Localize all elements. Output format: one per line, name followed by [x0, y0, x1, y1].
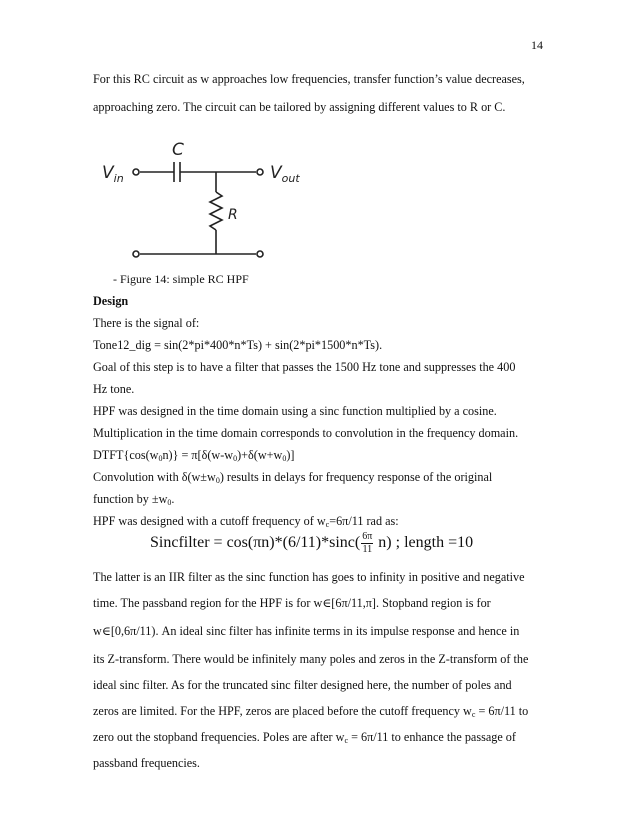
body-line-6: zeros are limited. For the HPF, zeros are placed before the cutoff frequency $w_c = 6\pi/11$ to — [93, 704, 529, 719]
intro-line-2: approaching zero. The circuit can be tailored by assigning different values to R or C. — [93, 100, 506, 114]
label-vin: $V_{in}$ — [102, 163, 124, 185]
fraction-6pi-over-11: $\frac{6\pi}{11}$ — [362, 531, 373, 555]
design-line-6: Multiplication in the time domain corresponds to convolution in the frequency domain. — [93, 426, 519, 440]
body-line-7: zero out the stopband frequencies. Poles are after $w_c = 6\pi/11$ to enhance the passage of — [93, 730, 516, 745]
body-line-8: passband frequencies. — [93, 756, 200, 770]
vin-terminal — [133, 169, 139, 175]
design-line-5: HPF was designed in the time domain using a sinc function multiplied by a cosine. — [93, 404, 497, 418]
vout-terminal — [257, 169, 263, 175]
label-r: R — [228, 207, 238, 223]
figure-caption: - Figure 14: simple RC HPF — [113, 272, 249, 286]
design-line-10: HPF was designed with a cutoff frequency of $w_c=6\pi/11$ rad as: — [93, 514, 399, 529]
label-c: C — [172, 140, 184, 160]
design-line-9: function by $\pm w_0$. — [93, 492, 175, 507]
design-line-1: There is the signal of: — [93, 316, 200, 330]
body-line-1: The latter is an IIR filter as the sinc function has goes to infinity in positive and negative — [93, 570, 525, 584]
design-line-4: Hz tone. — [93, 382, 135, 396]
rc-hpf-circuit-diagram — [100, 136, 340, 264]
resistor — [210, 192, 222, 230]
design-line-2: Tone12_dig = sin(2*pi*400*n*Ts) + sin(2*pi*1500*n*Ts). — [93, 338, 383, 352]
sincfilter-equation: Sincfilter = cos(πn)*(6/11)*sinc( $\frac{6\pi}{11}$ n) ; length =10 — [150, 531, 474, 555]
design-line-3: Goal of this step is to have a filter that passes the 1500 Hz tone and suppresses the 400 — [93, 360, 516, 374]
body-line-3: w∈[0,6π/11). An ideal sinc filter has infinite terms in its impulse response and hence in — [93, 624, 520, 638]
ground-terminal-right — [257, 251, 263, 257]
intro-line-1: For this RC circuit as w approaches low frequencies, transfer function’s value decreases, — [93, 72, 525, 86]
dtft-line: $DTFT\{\cos(w_0n)\} = \pi[\delta(w-w_0)+\delta(w+w_0)]$ — [93, 448, 295, 463]
ground-terminal-left — [133, 251, 139, 257]
body-line-2: time. The passband region for the HPF is for w∈[6π/11,π]. Stopband region is for — [93, 596, 491, 610]
body-line-5: ideal sinc filter. As for the truncated sinc filter designed here, the number of poles and — [93, 678, 512, 692]
label-vout: $V_{out}$ — [270, 163, 300, 185]
body-line-4: its Z-transform. There would be infinitely many poles and zeros in the Z-transform of the — [93, 652, 529, 666]
design-heading: Design — [93, 294, 129, 308]
page-number: 14 — [531, 38, 543, 52]
design-line-8: Convolution with $\delta(w\pm w_0)$ results in delays for frequency response of the original — [93, 470, 493, 485]
